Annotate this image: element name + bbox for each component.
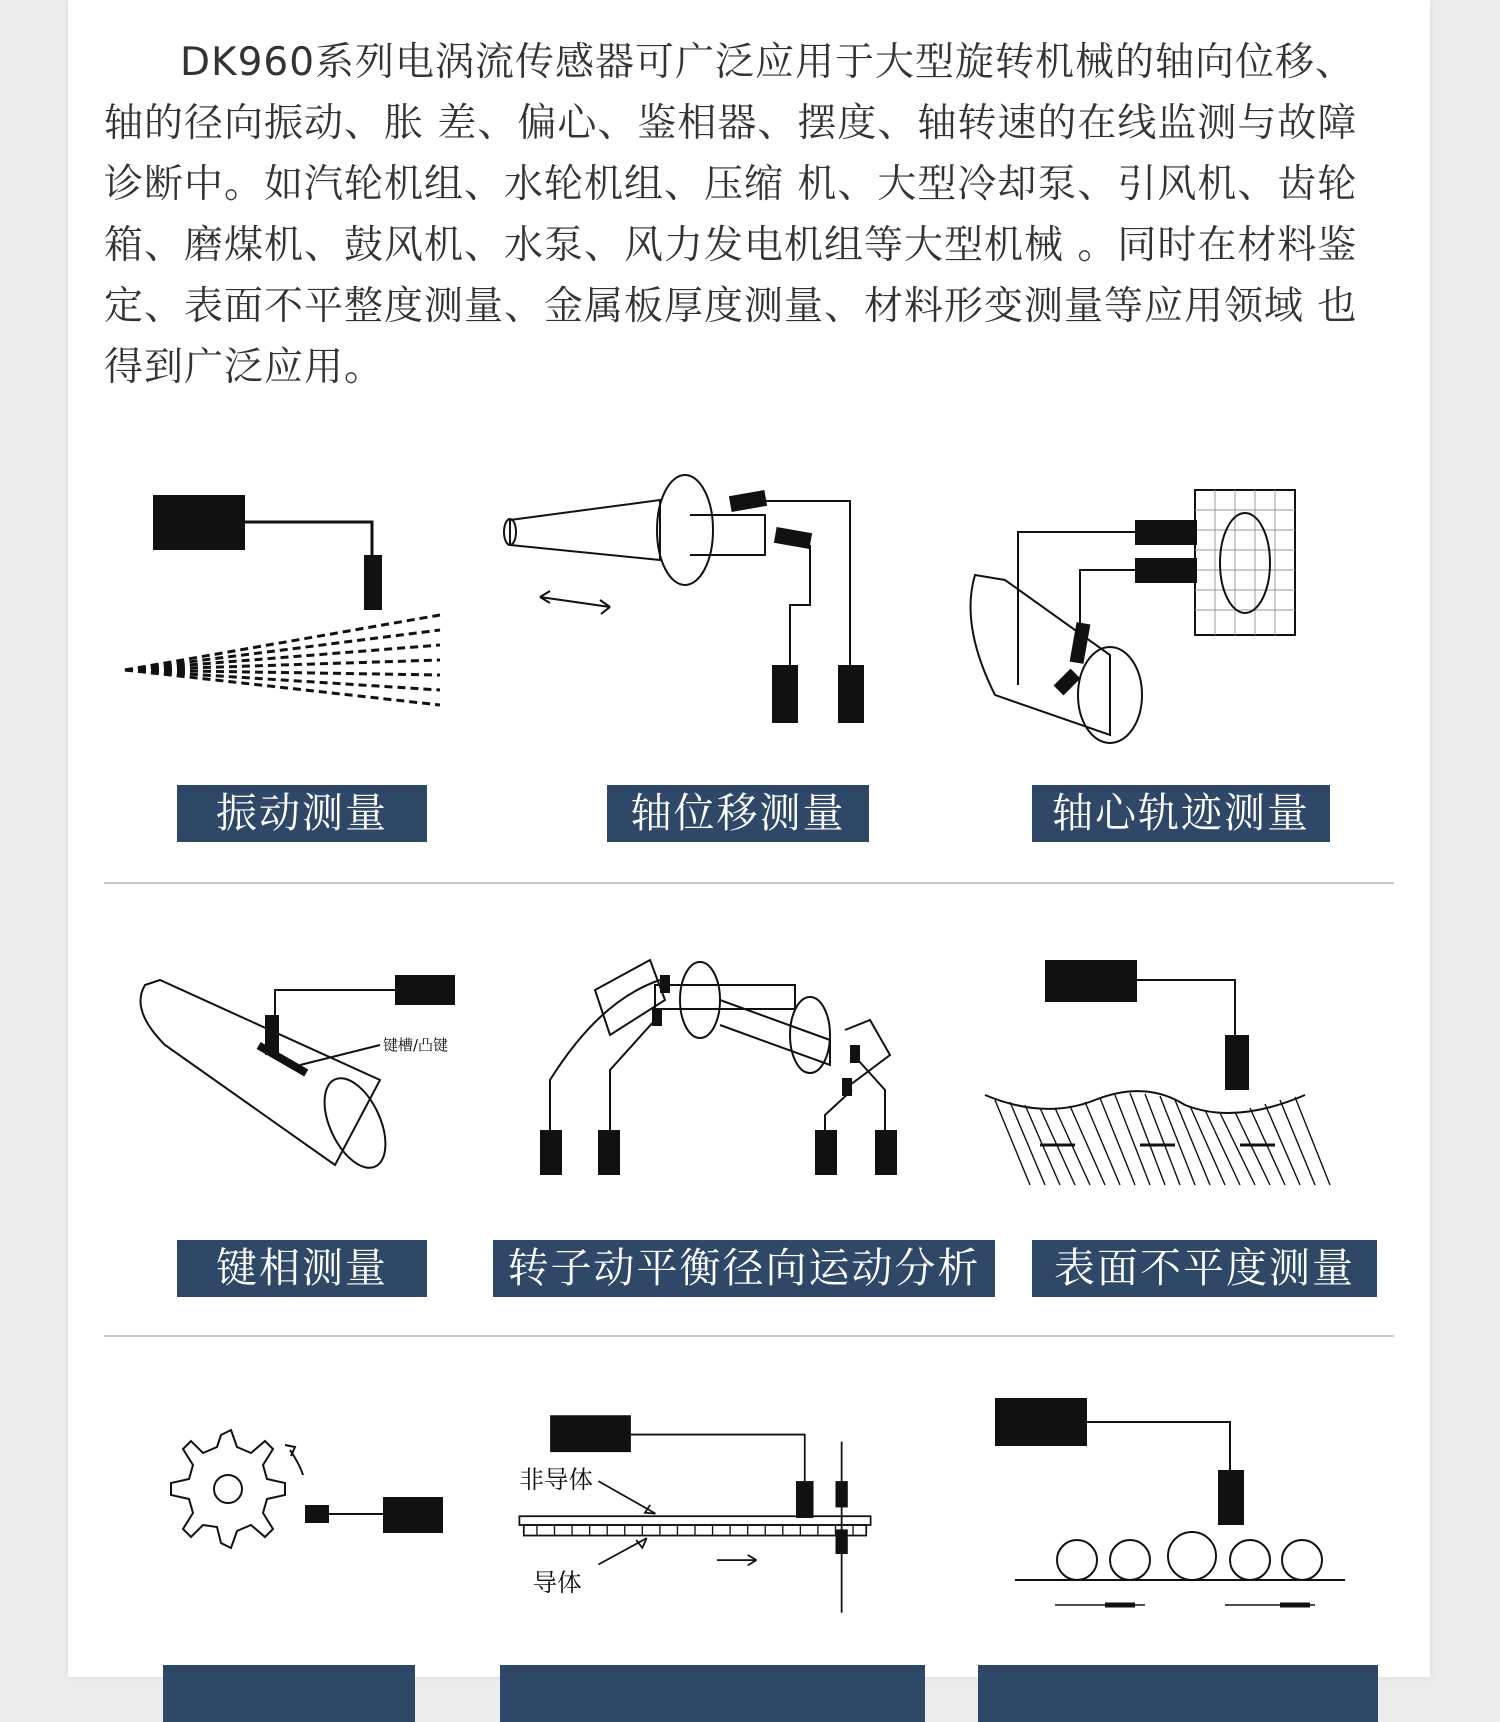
label-roller [978,1665,1378,1722]
shaft-orbit-svg [940,475,1300,745]
label-surface-roughness: 表面不平度测量 [1032,1240,1377,1297]
label-axial-displacement: 轴位移测量 [607,785,869,842]
axial-displacement-svg [500,475,860,745]
rotor-balance-svg [540,940,900,1210]
keyphasor-diagram [125,940,485,1210]
label-gear-speed [163,1665,415,1722]
conductor-label: 导体 [532,1567,582,1597]
thickness-svg [515,1390,875,1660]
surface-roughness-svg [985,940,1345,1210]
axial-displacement-diagram [500,475,860,745]
non-conductor-label: 非导体 [519,1465,594,1495]
surface-roughness-diagram [985,940,1345,1210]
row-divider-2 [104,1335,1394,1337]
vibration-diagram [110,475,470,745]
row-divider-1 [104,882,1394,884]
roller-svg [990,1390,1350,1660]
label-vibration: 振动测量 [177,785,427,842]
vibration-svg [110,475,470,745]
label-rotor-balance: 转子动平衡径向运动分析 [493,1240,995,1297]
label-thickness [500,1665,925,1722]
keyphasor-svg [125,940,485,1210]
intro-text [104,32,1374,398]
label-shaft-orbit: 轴心轨迹测量 [1032,785,1330,842]
roller-diagram [990,1390,1350,1660]
gear-speed-diagram [125,1375,485,1645]
thickness-diagram [515,1390,875,1660]
shaft-orbit-diagram [940,475,1300,745]
intro-paragraph: DK960系列电涡流传感器可广泛应用于大型旋转机械的轴向位移、轴的径向振动、胀 差、偏心、鉴相器、摆度、轴转速的在线监测与故障诊断中。如汽轮机组、水轮机组、压缩 机、大型冷却泵、引风机、齿轮箱、磨煤机、鼓风机、水泵、风力发电机组等大型机械 。同时在材料鉴定、表面不平整度测量、金属板厚度测量、材料形变测量等应用领域 也得到广泛应用。 [104,40,1358,390]
keyphasor-annotation: 键槽/凸键 [383,1036,449,1054]
rotor-balance-diagram [540,940,900,1210]
gear-speed-svg [125,1375,485,1645]
label-keyphasor: 键相测量 [177,1240,427,1297]
